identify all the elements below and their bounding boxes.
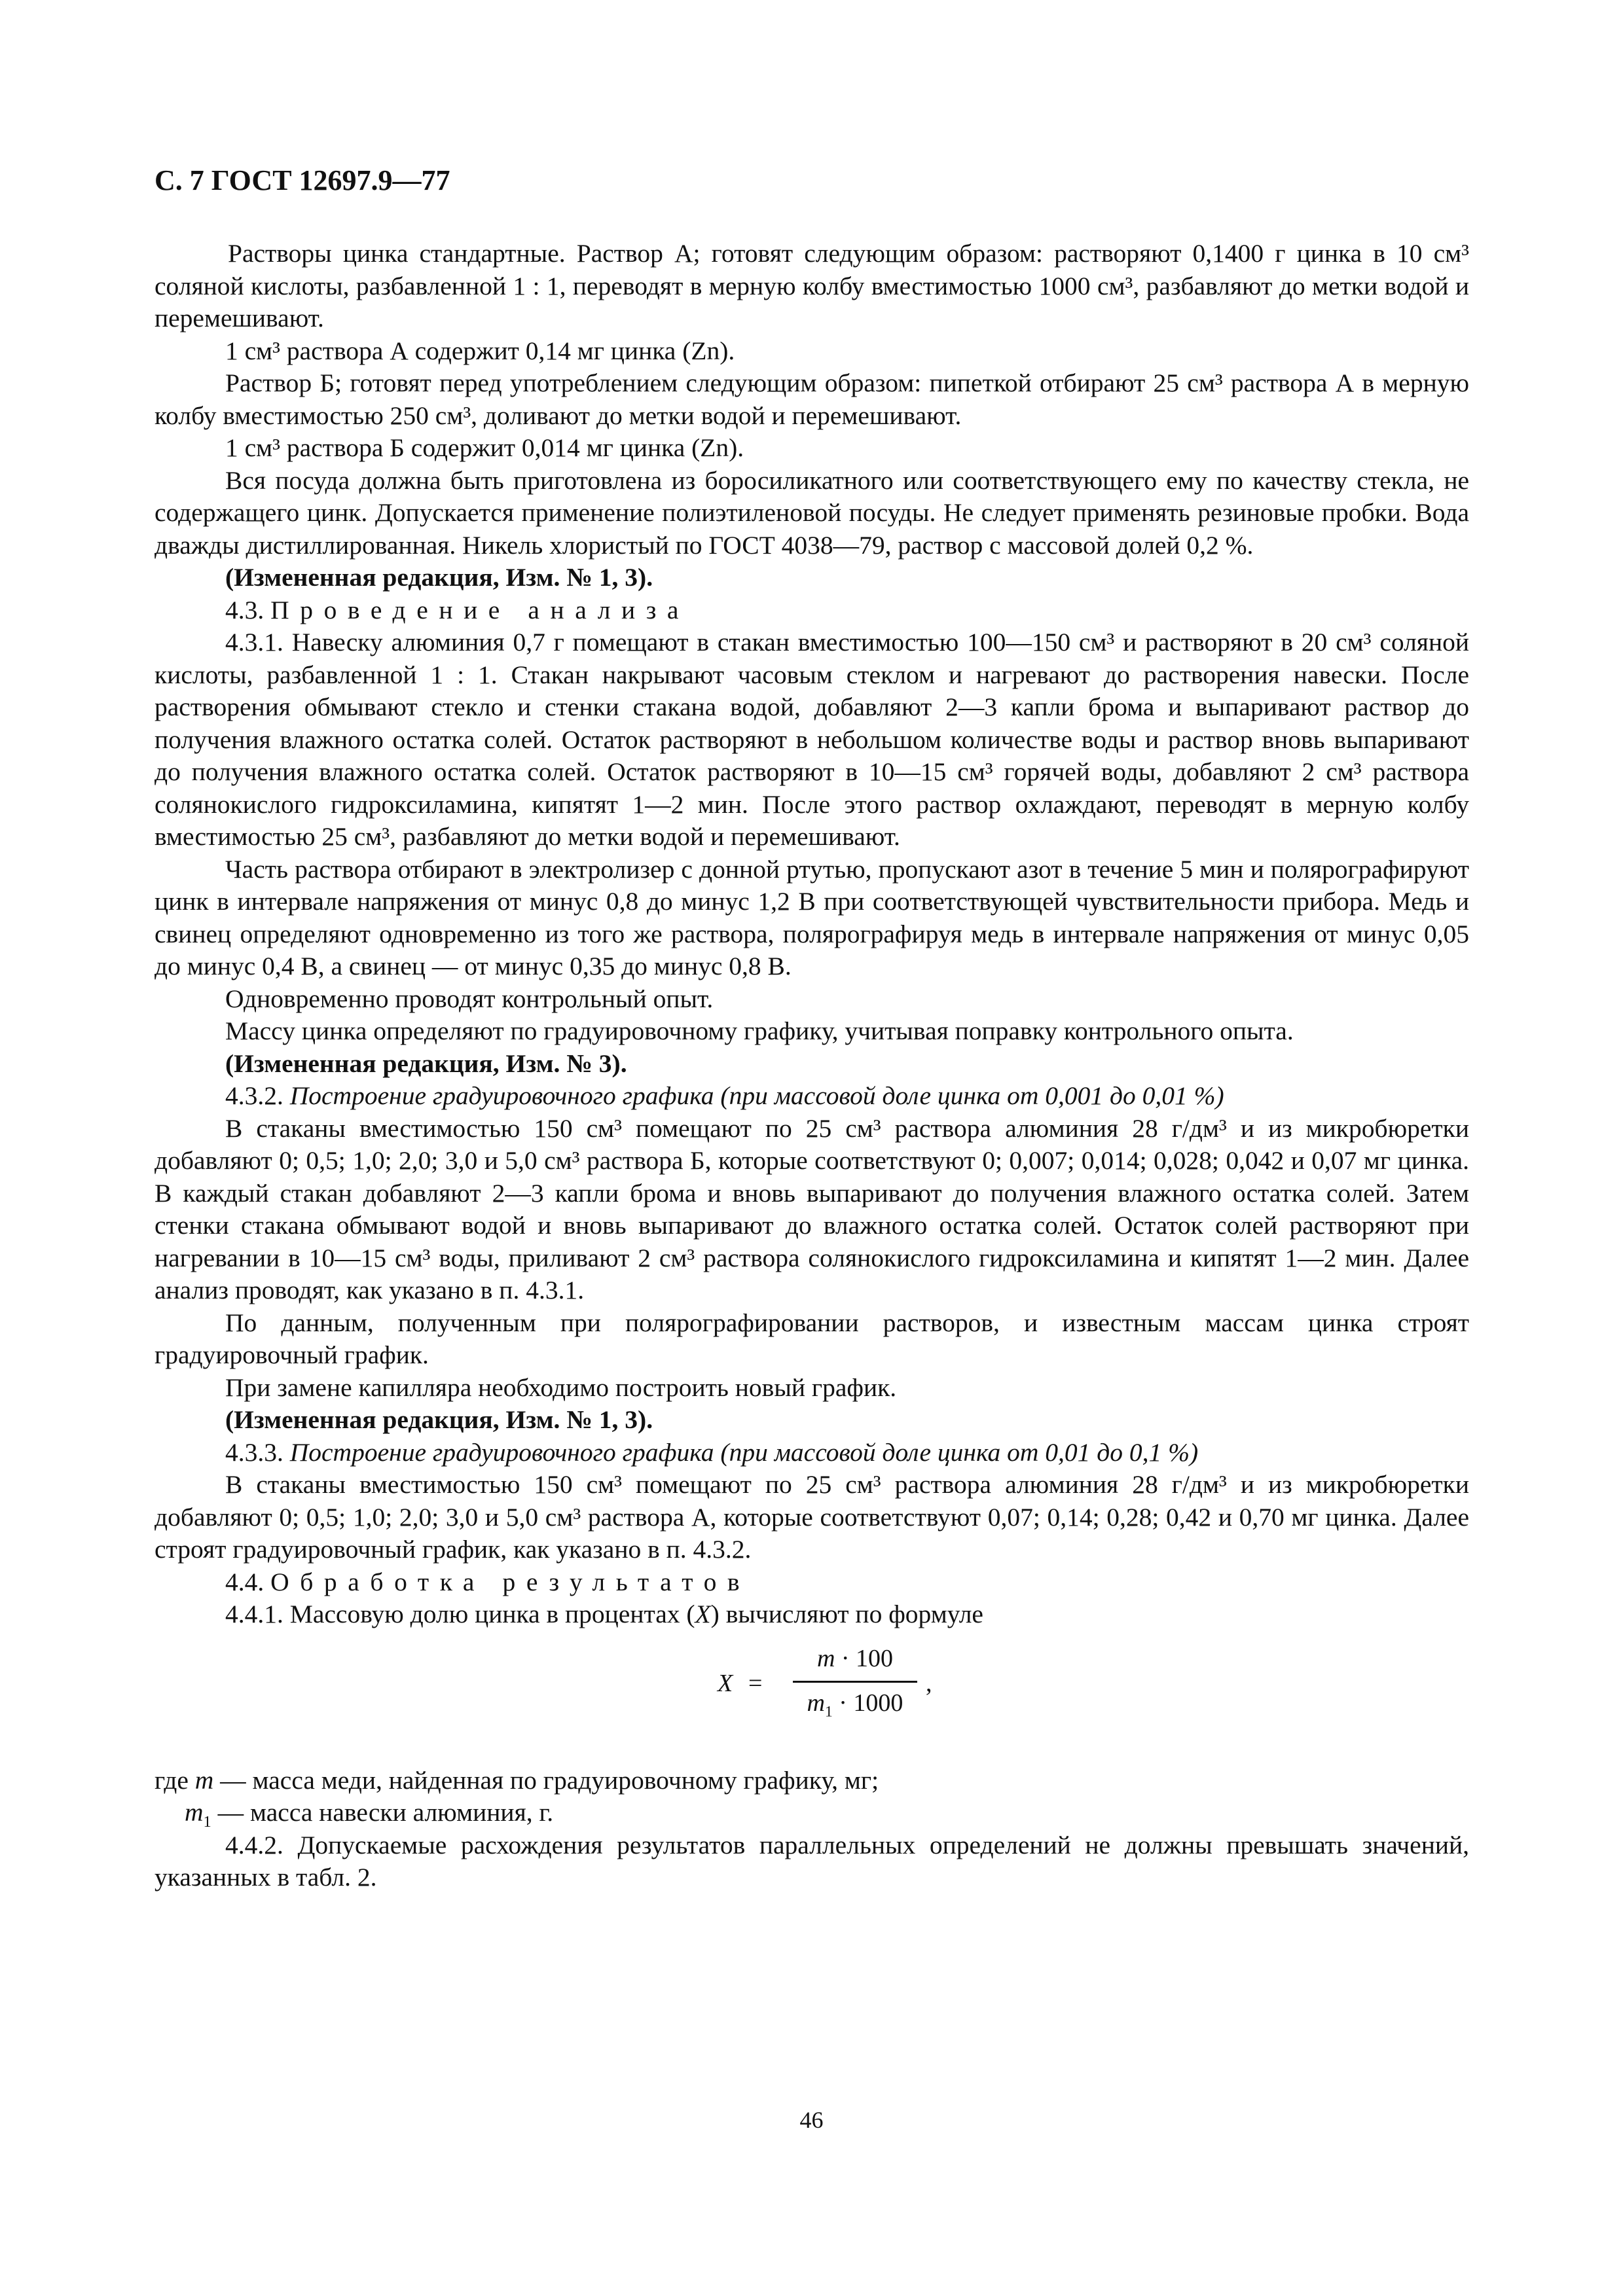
paragraph-zinc-mass: Массу цинка определяют по градуировочному графику, учитывая поправку контрольного опыта.: [225, 1016, 1294, 1045]
paragraph-solution-b-content: 1 см³ раствора Б содержит 0,014 мг цинка (Zn).: [225, 433, 744, 462]
section-number: 4.3.: [225, 595, 264, 624]
subsection-number: 4.3.2.: [225, 1081, 283, 1110]
edit-note-1: (Измененная редакция, Изм. № 1, 3).: [225, 563, 653, 592]
numerator-variable: m: [816, 1644, 835, 1672]
paragraph-zinc-solutions: Растворы цинка стандартные. Раствор А; готовят следующим образом: растворяют 0,1400 г цинка в 10 см³ соляной кислоты, разбавленной 1 : 1, переводят в мерную колбу вместимостью 1000 см³, разбавляют до метки водой и перемешивают.: [155, 239, 1469, 332]
formula-intro-end: ) вычисляют по формуле: [710, 1600, 983, 1628]
paragraph-4-4-2: 4.4.2. Допускаемые расхождения результатов параллельных определений не должны превышать значений, указанных в табл. 2.: [155, 1830, 1469, 1892]
legend-prefix: где: [155, 1765, 195, 1795]
subsection-title: Построение градуировочного графика (при массовой доле цинка от 0,001 до 0,01 %): [289, 1081, 1224, 1110]
formula-equals: =: [748, 1669, 763, 1697]
paragraph-4-3-1: 4.3.1. Навеску алюминия 0,7 г помещают в стакан вместимостью 100—150 см³ и растворяют в 20 см³ соляной кислоты, разбавленной 1 : 1. Стакан накрывают часовым стеклом и нагревают до растворения навески. После растворения обмывают стекло и стенки стакана водой, добавляют 2—3 капли брома и выпаривают раствор до получения влажного остатка солей. Остаток растворяют в небольшом количестве воды и раствор вновь выпаривают до получения влажного остатка солей. Остаток растворяют в 10—15 см³ горячей воды, добавляют 2 см³ раствора солянокислого гидроксиламина, кипятят 1—2 мин. После этого раствор охлаждают, переводят в мерную колбу вместимостью 25 см³, разбавляют до метки водой и перемешивают.: [155, 628, 1469, 851]
formula: [155, 1644, 1469, 1742]
formula-denominator: [793, 1689, 917, 1721]
legend-text: — масса навески алюминия, г.: [211, 1798, 554, 1827]
subsection-number: 4.3.3.: [225, 1437, 283, 1467]
legend-m: [155, 1765, 1469, 1797]
page-number: 46: [799, 2107, 824, 2133]
page-header: С. 7 ГОСТ 12697.9—77: [155, 164, 450, 196]
formula-intro-start: 4.4.1. Массовую долю цинка в процентах (: [225, 1600, 695, 1628]
paragraph-solution-a-content: 1 см³ раствора А содержит 0,14 мг цинка (Zn).: [225, 336, 735, 365]
paragraph-glassware: Вся посуда должна быть приготовлена из боросиликатного или соответствующего ему по качеству стекла, не содержащего цинк. Допускается применение полиэтиленовой посуды. Не следует применять резиновые пробки. Вода дважды дистиллированная. Никель хлористый по ГОСТ 4038—79, раствор с массовой долей 0,2 %.: [155, 465, 1469, 560]
legend-text: — масса меди, найденная по градуировочному графику, мг;: [213, 1765, 879, 1795]
paragraph-4-4-1: [155, 1598, 1469, 1631]
subsection-title: Построение градуировочного графика (при массовой доле цинка от 0,01 до 0,1 %): [289, 1437, 1199, 1467]
subsection-heading-4-3-2: [155, 1080, 1469, 1113]
paragraph-calibration-1: В стаканы вместимостью 150 см³ помещают по 25 см³ раствора алюминия 28 г/дм³ и из микробюретки добавляют 0; 0,5; 1,0; 2,0; 3,0 и 5,0 см³ раствора Б, которые соответствуют 0; 0,007; 0,014; 0,028; 0,042 и 0,07 мг цинка. В каждый стакан добавляют 2—3 капли брома и вновь выпаривают до получения влажного остатка солей. Затем стенки стакана обмывают водой и вновь выпаривают до влажного остатка солей. Остаток солей растворяют при нагревании в 10—15 см³ воды, приливают 2 см³ раствора солянокислого гидроксиламина и кипятят 1—2 мин. Далее анализ проводят, как указано в п. 4.3.1.: [155, 1113, 1469, 1304]
paragraph-calibration-2: В стаканы вместимостью 150 см³ помещают по 25 см³ раствора алюминия 28 г/дм³ и из микробюретки добавляют 0; 0,5; 1,0; 2,0; 3,0 и 5,0 см³ раствора А, которые соответствуют 0,07; 0,14; 0,28; 0,42 и 0,70 мг цинка. Далее строят градуировочный график, как указано в п. 4.3.2.: [155, 1470, 1469, 1564]
paragraph-solution-b: Раствор Б; готовят перед употреблением следующим образом: пипеткой отбирают 25 см³ раствора А в мерную колбу вместимостью 250 см³, доливают до метки водой и перемешивают.: [155, 368, 1469, 430]
legend-variable: m: [185, 1798, 204, 1827]
formula-lhs: X: [718, 1669, 733, 1697]
paragraph-capillary: При замене капилляра необходимо построить новый график.: [225, 1372, 897, 1402]
section-number: 4.4.: [225, 1567, 264, 1596]
paragraph-polarography: Часть раствора отбирают в электролизер с донной ртутью, пропускают азот в течение 5 мин и полярографируют цинк в интервале напряжения от минус 0,8 до минус 1,2 В при соответствующей чувствительности прибора. Медь и свинец определяют одновременно из того же раствора, полярографируя медь в интервале напряжения от минус 0,05 до минус 0,4 В, а свинец — от минус 0,35 до минус 0,8 В.: [155, 854, 1469, 980]
denominator-rest: · 1000: [839, 1689, 903, 1717]
paragraph-calibration-graph: По данным, полученным при полярографировании растворов, и известным массам цинка строят градуировочный график.: [155, 1308, 1469, 1369]
formula-comma: ,: [926, 1669, 932, 1697]
denominator-subscript: 1: [825, 1703, 833, 1721]
denominator-variable: m: [807, 1689, 825, 1717]
legend-variable: m: [194, 1765, 214, 1795]
fraction-bar: [793, 1681, 917, 1683]
document-page: [155, 164, 1469, 1894]
section-title: Проведение анализа: [270, 595, 690, 624]
section-heading-4-4: [155, 1566, 1469, 1599]
edit-note-2: (Измененная редакция, Изм. № 3).: [225, 1049, 627, 1078]
paragraph-control-test: Одновременно проводят контрольный опыт.: [225, 984, 714, 1013]
legend-m1: [155, 1797, 1469, 1829]
edit-note-3: (Измененная редакция, Изм. № 1, 3).: [225, 1405, 653, 1434]
legend-subscript: 1: [203, 1812, 211, 1831]
subsection-heading-4-3-3: [155, 1437, 1469, 1469]
formula-numerator: [793, 1644, 917, 1673]
section-title: Обработка результатов: [270, 1567, 751, 1596]
numerator-rest: · 100: [841, 1644, 894, 1672]
section-heading-4-3: [155, 594, 1469, 627]
formula-intro-variable: X: [695, 1600, 711, 1628]
